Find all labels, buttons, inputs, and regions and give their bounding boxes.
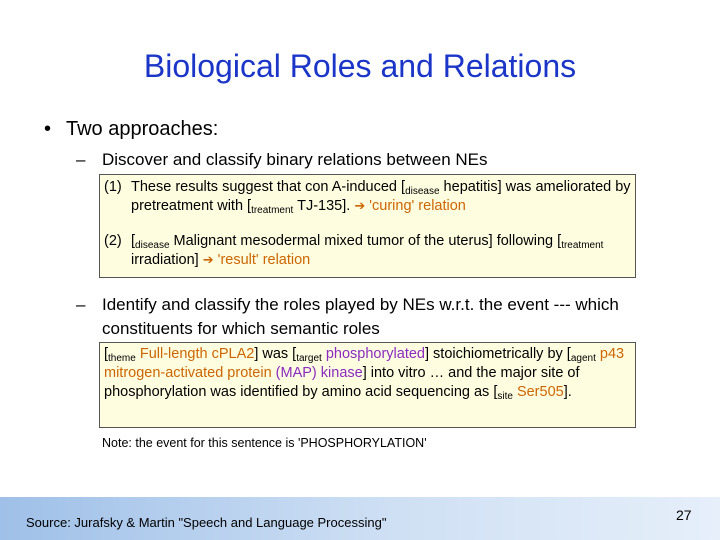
subbullet-binary-relations	[76, 150, 488, 170]
slide-title: Biological Roles and Relations	[143, 48, 577, 84]
example-2-part: [	[131, 233, 136, 249]
example-2-text	[131, 232, 631, 270]
result-relation-label: 'result' relation	[213, 252, 311, 268]
theme-entity: Full-length cPLA2	[135, 346, 255, 362]
subbullet-binary-relations-text: Discover and classify binary relations between NEs	[102, 150, 488, 169]
example-1-part: TJ-135].	[293, 198, 355, 214]
example-1-part: hepatitis] was ameliorated by pretreatment with [	[131, 179, 631, 214]
example-2-part: irradiation]	[131, 252, 203, 268]
agent-entity: p43 mitrogen-activated protein	[104, 346, 625, 381]
example-3-part: ] was [	[254, 346, 297, 362]
example-1-number: (1)	[104, 179, 122, 195]
site-entity: Ser505	[512, 384, 564, 400]
arrow-icon: ➔	[354, 199, 366, 214]
theme-tag: theme	[108, 353, 136, 364]
bullet-approaches-text: Two approaches:	[66, 118, 219, 140]
agent-tag: agent	[570, 353, 596, 364]
disease-tag: disease	[135, 240, 170, 251]
example-1-part: These results suggest that con A-induced [	[131, 179, 406, 195]
example-1-text	[131, 178, 631, 216]
source-citation: Source: Jurafsky & Martin "Speech and Language Processing"	[26, 515, 387, 530]
disease-tag: disease	[405, 186, 440, 197]
example-3-part: ].	[563, 384, 572, 400]
event-note: Note: the event for this sentence is 'PHOSPHORYLATION'	[102, 436, 427, 450]
curing-relation-label: 'curing' relation	[365, 198, 466, 214]
example-3-part: ] stoichiometrically by [	[424, 346, 571, 362]
page-number: 27	[676, 507, 692, 523]
relation-examples-box	[99, 174, 636, 278]
target-tag: target	[296, 353, 322, 364]
arrow-icon: ➔	[202, 253, 214, 268]
agent-entity-kinase: (MAP) kinase	[271, 365, 363, 381]
dash-marker: –	[76, 150, 86, 169]
bullet-approaches	[44, 118, 218, 141]
target-entity: phosphorylated	[321, 346, 425, 362]
role-example-box	[99, 342, 636, 428]
example-2-number: (2)	[104, 233, 122, 249]
subbullet-semantic-roles	[76, 293, 636, 341]
treatment-tag: treatment	[251, 205, 294, 216]
subbullet-semantic-roles-text: Identify and classify the roles played by NEs w.r.t. the event --- which constituents for which semantic roles	[102, 295, 619, 338]
example-2	[104, 232, 631, 270]
example-2-part: Malignant mesodermal mixed tumor of the uterus] following [	[169, 233, 562, 249]
bullet-dot: •	[44, 118, 52, 140]
treatment-tag: treatment	[561, 240, 604, 251]
example-1	[104, 178, 631, 216]
dash-marker: –	[76, 295, 86, 314]
example-3-part: [	[104, 346, 109, 362]
example-3-part: ] into vitro … and the major site of phosphorylation was identified by amino acid sequencing as [	[104, 365, 580, 400]
site-tag: site	[497, 391, 513, 402]
